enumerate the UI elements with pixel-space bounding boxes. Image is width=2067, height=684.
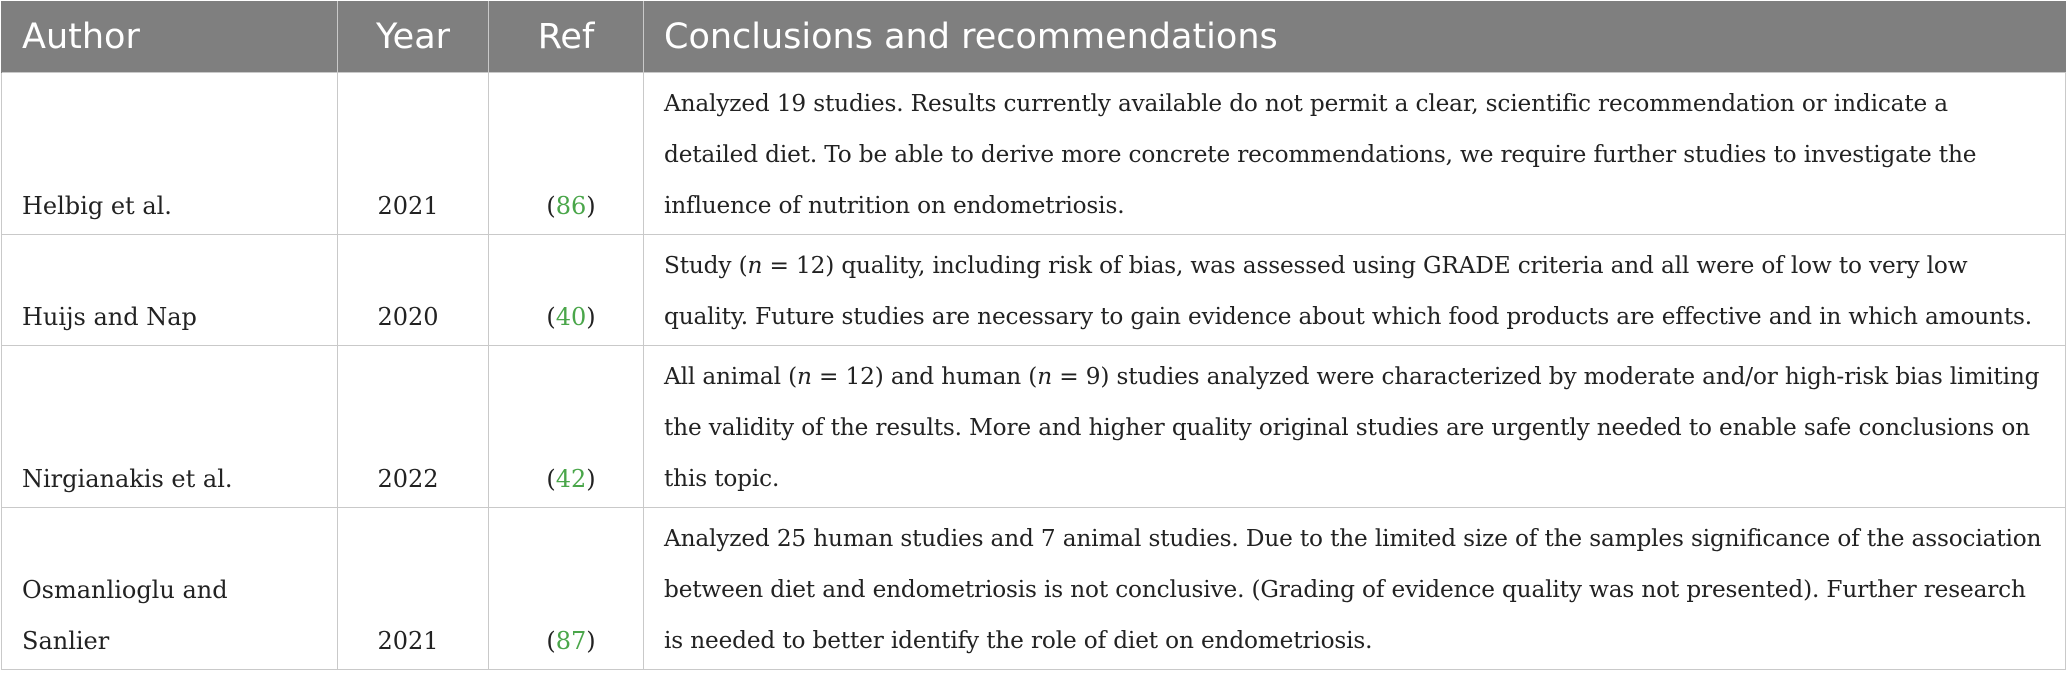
cell-ref: (42): [489, 346, 644, 508]
cell-year: 2021: [338, 508, 489, 670]
ref-link[interactable]: 42: [555, 465, 587, 493]
table-row: [2, 346, 2066, 508]
header-year: Year: [338, 1, 489, 73]
header-author: Author: [2, 1, 338, 73]
cell-conclusions: All animal (n = 12) and human (n = 9) studies analyzed were characterized by moderate and/or high-risk bias limiting the validity of the results. More and higher quality original studies are urgently needed to enable safe conclusions on this topic.: [644, 346, 2066, 508]
cell-year: 2022: [338, 346, 489, 508]
header-row: [2, 1, 2066, 73]
cell-conclusions: Analyzed 19 studies. Results currently available do not permit a clear, scientific recommendation or indicate a detailed diet. To be able to derive more concrete recommendations, we require further studies to investigate the influence of nutrition on endometriosis.: [644, 73, 2066, 235]
review-summary-table: [1, 1, 2066, 670]
cell-author: Huijs and Nap: [2, 235, 338, 346]
ref-link[interactable]: 87: [555, 627, 587, 655]
cell-conclusions: Study (n = 12) quality, including risk of bias, was assessed using GRADE criteria and all were of low to very low quality. Future studies are necessary to gain evidence about which food products are effective and in which amounts.: [644, 235, 2066, 346]
cell-author: Nirgianakis et al.: [2, 346, 338, 508]
header-conclusions: Conclusions and recommendations: [644, 1, 2066, 73]
cell-year: 2020: [338, 235, 489, 346]
table-row: [2, 235, 2066, 346]
cell-year: 2021: [338, 73, 489, 235]
ref-link[interactable]: 40: [555, 303, 587, 331]
table-header: [2, 1, 2066, 73]
table-row: [2, 73, 2066, 235]
cell-ref: (40): [489, 235, 644, 346]
ref-link[interactable]: 86: [555, 192, 587, 220]
cell-author: Helbig et al.: [2, 73, 338, 235]
table-row: [2, 508, 2066, 670]
table-body: [2, 73, 2066, 670]
cell-ref: (87): [489, 508, 644, 670]
cell-ref: (86): [489, 73, 644, 235]
cell-conclusions: Analyzed 25 human studies and 7 animal studies. Due to the limited size of the samples significance of the association between diet and endometriosis is not conclusive. (Grading of evidence quality was not presented). Further research is needed to better identify the role of diet on endometriosis.: [644, 508, 2066, 670]
header-ref: Ref: [489, 1, 644, 73]
cell-author: Osmanlioglu and Sanlier: [2, 508, 338, 670]
